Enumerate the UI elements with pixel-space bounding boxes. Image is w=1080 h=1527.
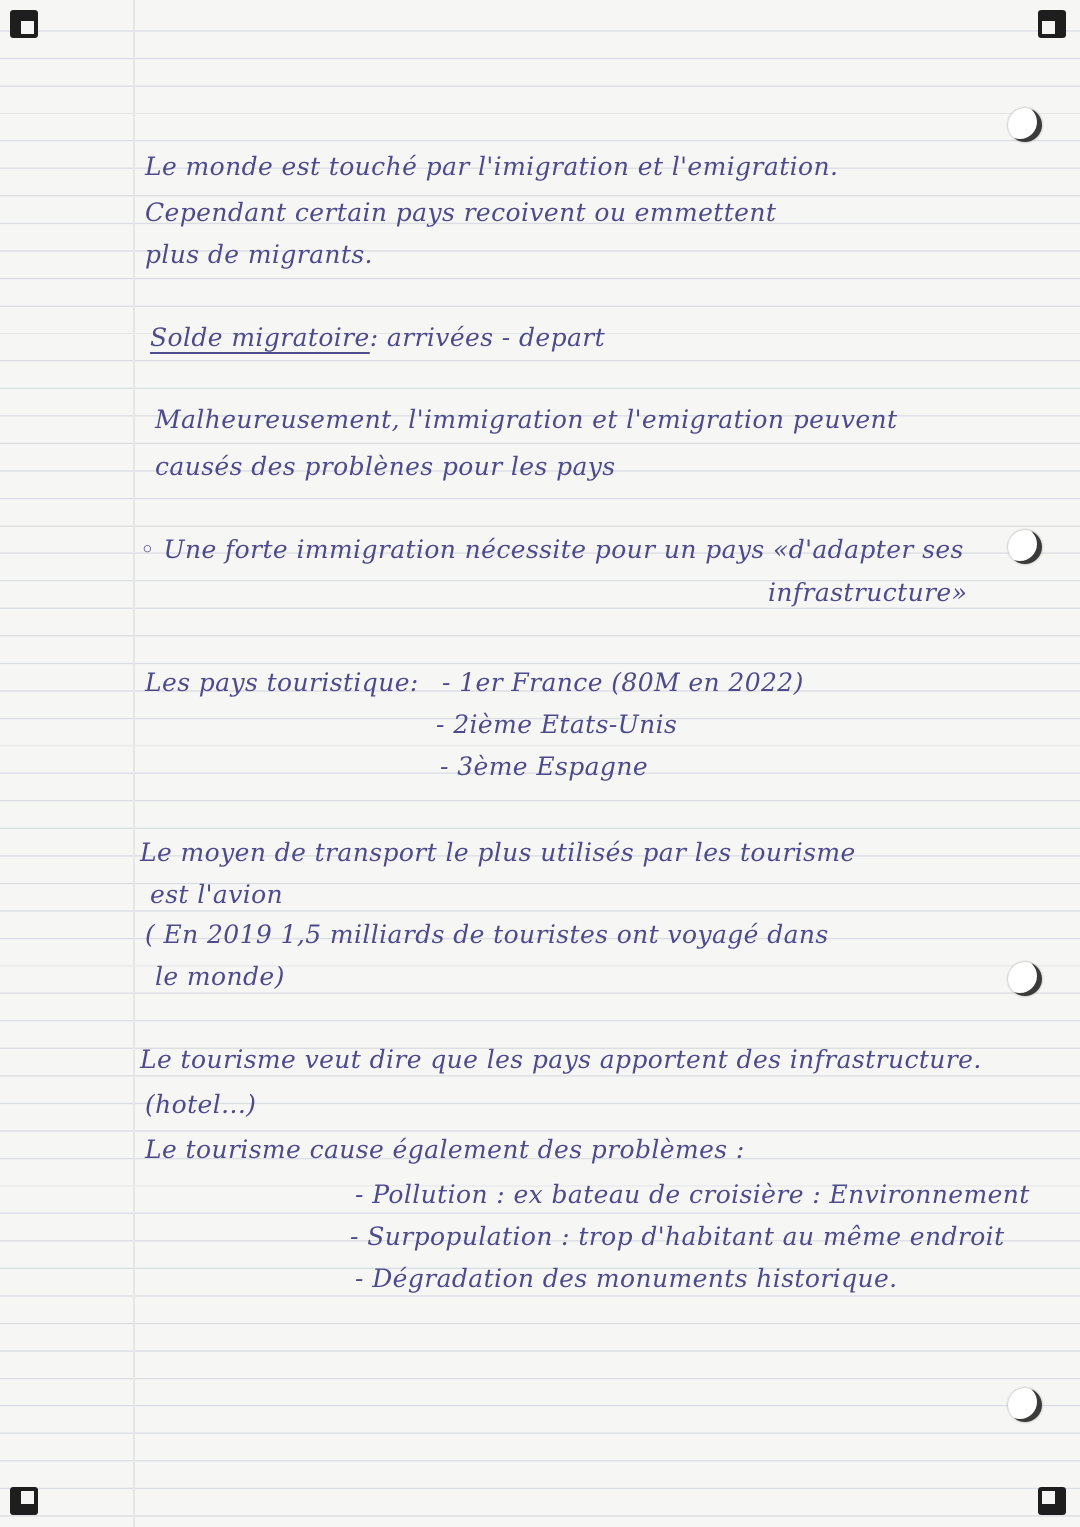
punch-hole bbox=[1008, 108, 1042, 142]
note-line: Le tourisme cause également des problèmes : bbox=[145, 1135, 745, 1164]
note-line: (hotel...) bbox=[145, 1090, 257, 1119]
corner-marker-top-right bbox=[1038, 10, 1066, 38]
rank-item: - 3ème Espagne bbox=[440, 752, 649, 781]
rank-item: - 2ième Etats-Unis bbox=[436, 710, 678, 739]
note-line: infrastructure» bbox=[768, 578, 968, 607]
problem-item: - Surpopulation : trop d'habitant au même endroit bbox=[350, 1222, 1005, 1251]
note-line: Le monde est touché par l'imigration et l'emigration. bbox=[145, 152, 839, 181]
problem-item: - Dégradation des monuments historique. bbox=[355, 1264, 898, 1293]
punch-hole bbox=[1008, 530, 1042, 564]
definition-term: Solde migratoire bbox=[150, 323, 370, 352]
corner-marker-bottom-left bbox=[10, 1487, 38, 1515]
definition-text: : arrivées - depart bbox=[369, 323, 606, 352]
note-line: ◦ Une forte immigration nécessite pour un pays «d'adapter ses bbox=[140, 535, 964, 564]
corner-marker-bottom-right bbox=[1038, 1487, 1066, 1515]
punch-hole bbox=[1008, 962, 1042, 996]
note-line: Malheureusement, l'immigration et l'emigration peuvent bbox=[155, 405, 898, 434]
corner-marker-top-left bbox=[10, 10, 38, 38]
punch-hole bbox=[1008, 1388, 1042, 1422]
margin-line bbox=[133, 0, 135, 1527]
note-line: plus de migrants. bbox=[145, 240, 373, 269]
note-line: causés des problènes pour les pays bbox=[155, 452, 616, 481]
note-line: ( En 2019 1,5 milliards de touristes ont voyagé dans bbox=[145, 920, 829, 949]
note-line: le monde) bbox=[155, 962, 285, 991]
note-line: Le tourisme veut dire que les pays apportent des infrastructure. bbox=[140, 1045, 982, 1074]
note-line: est l'avion bbox=[150, 880, 284, 909]
note-line: Le moyen de transport le plus utilisés par les tourisme bbox=[140, 838, 856, 867]
rank-item: - 1er France (80M en 2022) bbox=[442, 668, 804, 697]
note-line: Cependant certain pays recoivent ou emmettent bbox=[145, 198, 777, 227]
definition-line bbox=[150, 323, 605, 352]
problem-item: - Pollution : ex bateau de croisière : Environnement bbox=[355, 1180, 1030, 1209]
touristic-label: Les pays touristique: bbox=[145, 668, 419, 697]
